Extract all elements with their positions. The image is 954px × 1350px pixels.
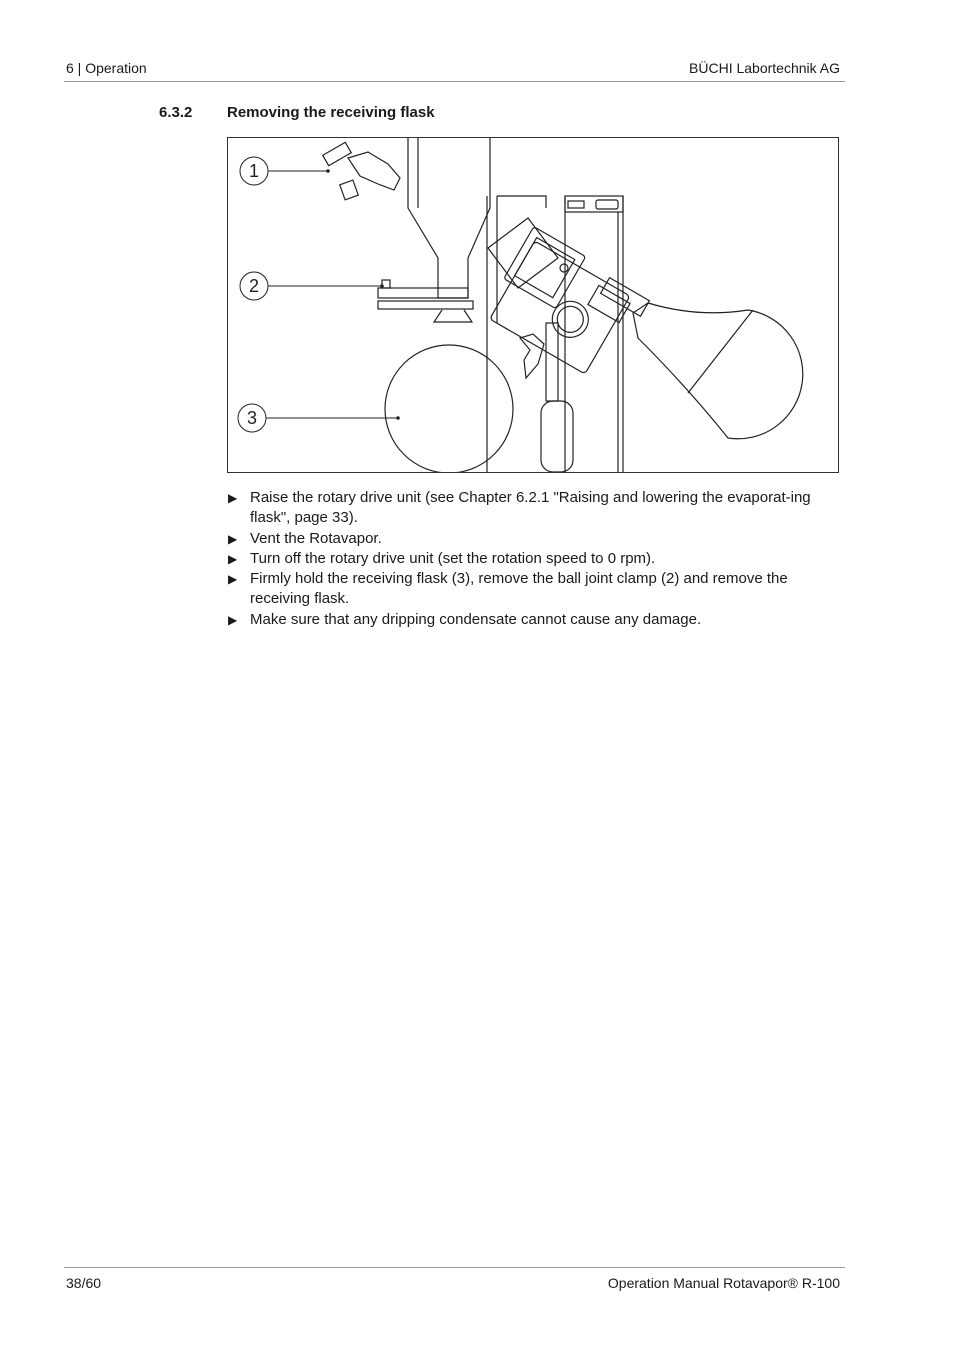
header-rule (64, 81, 845, 82)
instruction-steps (227, 488, 837, 630)
callout-2: 2 (248, 276, 260, 296)
header-chapter: 6 | Operation (66, 60, 147, 76)
step-item (227, 488, 837, 529)
step-item (227, 529, 837, 549)
section-title: Removing the receiving flask (227, 104, 435, 121)
page-number: 38/60 (66, 1275, 102, 1291)
bullet-arrow-icon: ▶ (228, 531, 238, 546)
section-number: 6.3.2 (159, 104, 193, 121)
bullet-arrow-icon: ▶ (228, 551, 238, 566)
callout-3: 3 (246, 408, 258, 428)
bullet-arrow-icon: ▶ (228, 491, 238, 505)
rotavapor-illustration (228, 138, 838, 472)
step-text: Vent the Rotavapor. (250, 529, 382, 547)
step-item (227, 610, 837, 630)
step-text: Make sure that any dripping condensate cannot cause any damage. (250, 610, 702, 628)
callout-1: 1 (248, 161, 260, 181)
step-text: Firmly hold the receiving flask (3), remove the ball joint clamp (2) and remove the receiving flask. (250, 570, 788, 608)
rotavapor-figure (227, 137, 839, 473)
bullet-arrow-icon: ▶ (228, 572, 238, 587)
manual-title: Operation Manual Rotavapor® R-100 (607, 1275, 840, 1291)
step-item (227, 569, 837, 610)
bullet-arrow-icon: ▶ (228, 612, 238, 627)
step-item (227, 549, 837, 569)
header-company: BÜCHI Labortechnik AG (689, 60, 840, 76)
step-text: Raise the rotary drive unit (see Chapter 6.2.1 "Raising and lowering the evaporat-ing flask", page 33). (250, 489, 811, 527)
footer-rule (64, 1267, 845, 1268)
step-text: Turn off the rotary drive unit (set the rotation speed to 0 rpm). (250, 549, 656, 567)
